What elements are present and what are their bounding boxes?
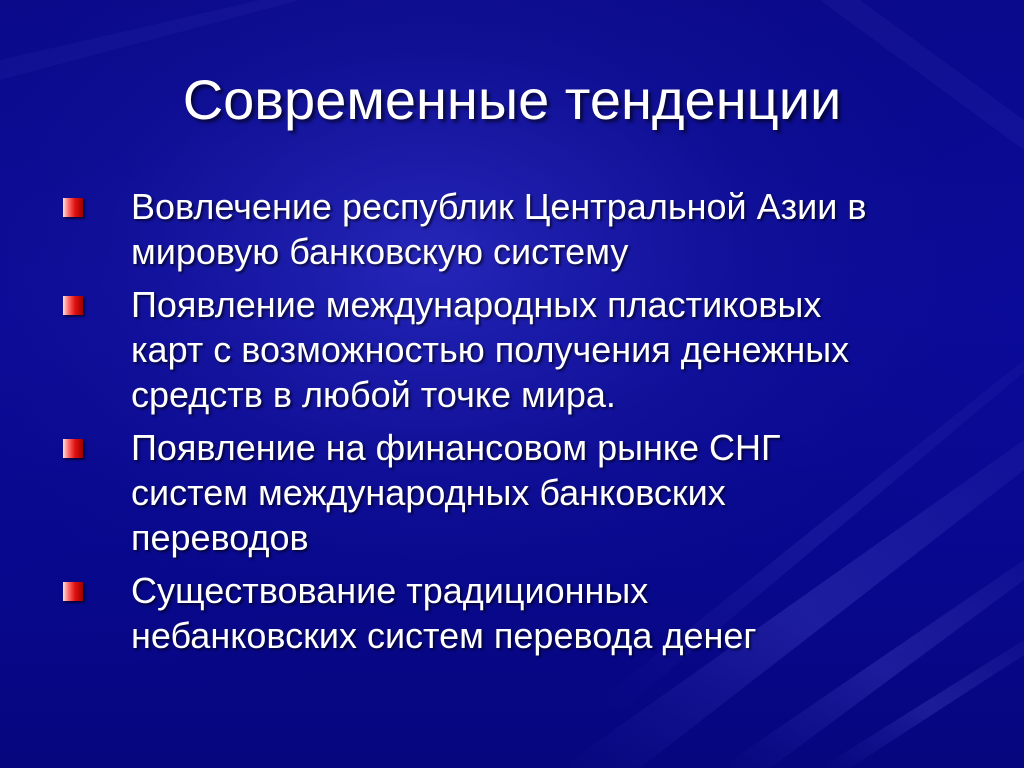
bullet-item (0, 568, 1024, 658)
bullet-line: Вовлечение республик Центральной Азии в (131, 186, 867, 227)
bullet-line: Существование традиционных (131, 570, 649, 611)
bullet-line: Появление на финансовом рынке СНГ (131, 427, 781, 468)
bullet-text (131, 568, 984, 658)
bullet-line: карт с возможностью получения денежных (131, 329, 850, 370)
square-bullet-icon (63, 439, 83, 458)
slide-title: Современные тенденции (182, 68, 842, 131)
bullet-line: Появление международных пластиковых (131, 284, 822, 325)
bullet-line: систем международных банковских (131, 472, 726, 513)
bullet-list (0, 184, 1024, 666)
bullet-line: средств в любой точке мира. (131, 374, 616, 415)
bullet-item (0, 425, 1024, 560)
bullet-text (131, 184, 984, 274)
bullet-text (131, 425, 984, 560)
square-bullet-icon (63, 296, 83, 315)
square-bullet-icon (63, 582, 83, 601)
bullet-line: переводов (131, 517, 309, 558)
bullet-line: небанковских систем перевода денег (131, 615, 757, 656)
bullet-text (131, 282, 984, 417)
bullet-item (0, 184, 1024, 274)
bullet-line: мировую банковскую систему (131, 231, 629, 272)
square-bullet-icon (63, 198, 83, 217)
bullet-item (0, 282, 1024, 417)
